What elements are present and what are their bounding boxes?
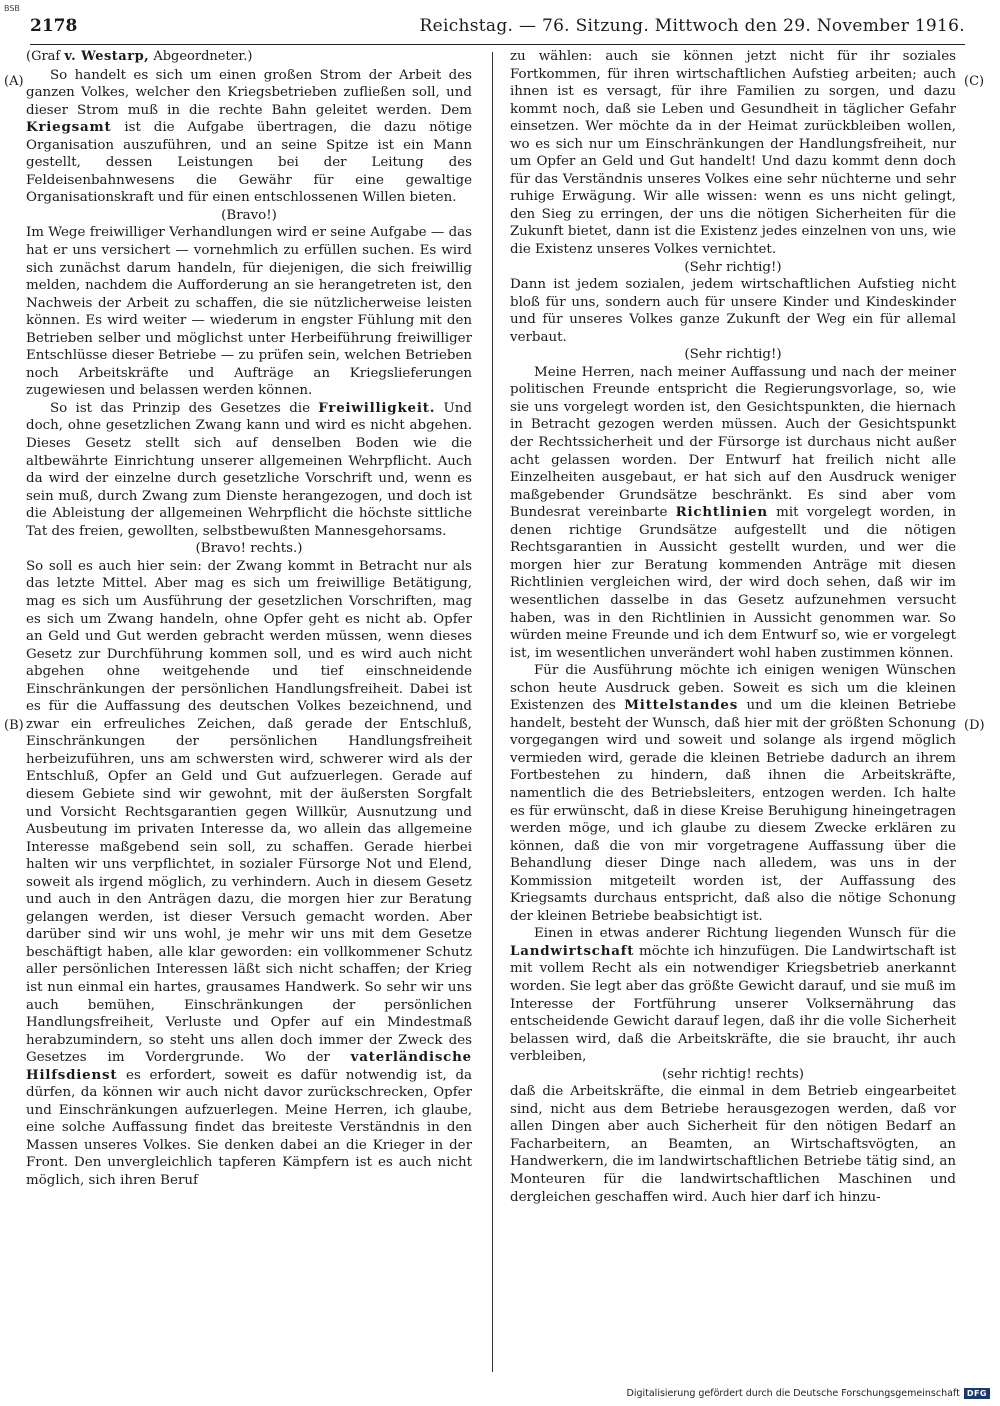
paragraph-text: Einen in etwas anderer Richtung liegenden Wunsch für die [534,926,956,942]
paragraph: daß die Arbeitskräfte, die einmal in dem Betrieb eingearbeitet sind, nicht aus dem Betriebe herausgezogen werden, daß vor allen Dingen aber auch Sicherheit für den nötigen Bedarf an Facharbeitern, an Beamten, an Wirtschaftsvögten, an Handwerkern, die im landwirtschaftlichen Betriebe tätig sind, an Monteuren für die landwirtschaftlichen Maschinen und dergleichen geschaffen wird. Auch hier darf ich hinzu- [510,1084,956,1205]
keyword: vaterländische Hilfsdienst [26,1049,472,1083]
paragraph-text: Meine Herren, nach meiner Auffassung und nach der meiner politischen Freunde entspricht die Regierungsvorlage, so, wie sie uns vorgelegt worden ist, den Gesichtspunkten, die hiernach in Betracht gezogen werden müssen. Auch der Gesichtspunkt der Rechtssicherheit und der Fürsorge ist durchaus nicht außer acht gelassen worden. Der Entwurf hat freilich nicht alle Einzelheiten ausgebaut, er hat sich auf den Ausdruck weniger maßgebender Grundsätze beschränkt. Es sind aber vom Bundesrat vereinbarte [510,364,956,521]
paragraph [26,67,472,207]
paragraph-text: So handelt es sich um einen großen Strom der Arbeit des ganzen Volkes, welcher den Kriegsbetrieben zufließen soll, und dieser Strom muß in die rechte Bahn geleitet werden. Dem [26,67,472,118]
paragraph: zu wählen: auch sie können jetzt nicht für ihr soziales Fortkommen, für ihren wirtschaftlichen Aufstieg arbeiten; auch ihnen ist es versagt, für ihre Familien zu sorgen, und dazu kommt noch, daß sie Leben und Gesundheit in täglicher Gefahr einsetzen. Wer möchte da in der Heimat zurückbleiben wollen, wo es sich nur um Einschränkungen der Handlungsfreiheit, nur um Opfer an Geld und Gut handelt! Und dazu kommt denn doch für das Verständnis unseres Volkes eine sehr nüchterne und sehr ruhige Erwägung. Wir alle wissen: wenn es uns nicht gelingt, den Sieg zu erringen, der uns die nötigen Sicherheiten für die Zukunft bietet, dann ist die Existenz jedes einzelnen von uns, wie die Existenz unseres Volkes vernichtet. [510,49,956,258]
paragraph-text: Für die Ausführung möchte ich einigen wenigen Wünschen schon heute Ausdruck geben. Soweit es sich um die kleinen Existenzen des [510,663,956,714]
keyword: Kriegsamt [26,119,112,136]
column-divider [492,52,493,1372]
dfg-logo: DFG [964,1388,990,1399]
paragraph-text: möchte ich hinzufügen. Die Landwirtschaft ist mit vollem Recht als ein notwendiger Kriegsbetrieb anerkannt worden. Sie legt aber das größte Gewicht darauf, und sie muß im Interesse der Fortführung unserer Volksernährung das entscheidende Gewicht darauf legen, daß ihr die volle Sicherheit belassen wird, daß die Arbeitskräfte, die sie braucht, ihr auch verbleiben, [510,943,956,1065]
paragraph: Dann ist jedem sozialen, jedem wirtschaftlichen Aufstieg nicht bloß für uns, sondern auch für unsere Kinder und Kindeskinder und für unseres Volkes ganze Zukunft der Weg ein für allemal verbaut. [510,277,956,345]
paragraph [26,400,472,540]
library-corner-label: BSB [4,4,20,13]
paragraph [510,364,956,662]
keyword: Mittelstandes [624,697,739,714]
left-column [26,48,472,1378]
paragraph-text: und um die kleinen Betriebe handelt, besteht der Wunsch, daß hier mit der größten Schonung vorgegangen wird und soweit und solange als irgend möglich vermieden wird, gerade die kleinen Betriebe dadurch an ihrem Fortbestehen zu hindern, daß ihnen die Arbeitskräfte, namentlich die des Betriebsleiters, entzogen werden. Ich halte es für erwünscht, daß in diese Kreise Beruhigung hineingetragen werden möge, und ich glaube zu diesem Zwecke erklären zu können, daß die von mir vorgetragene Auffassung über die Behandlung dieser Dinge nach alledem, was uns in der Kommission mitgeteilt worden ist, der Auffassung des Kriegsamts durchaus entspricht, daß also die nötige Schonung der kleinen Betriebe beabsichtigt ist. [510,698,956,924]
paragraph-text: So soll es auch hier sein: der Zwang kommt in Betracht nur als das letzte Mittel. Aber mag es sich um freiwillige Betätigung, mag es sich um Ausführung der gesetzlichen Vorschriften, mag es sich um Zwang handeln, ohne Opfer geht es nicht ab. Opfer an Geld und Gut werden gebracht werden müssen, wenn dieses Gesetz zur Durchführung kommen soll, und es wird auch nicht abgehen ohne weitgehende und tief einschneidende Einschränkungen der persönlichen Handlungsfreiheit. Dabei ist es für die Auffassung des deutschen Volkes bezeichnend, und zwar ein erfreuliches Zeichen, daß gerade der Entschluß, Einschränkungen der persönlichen Handlungsfreiheit herbeizuführen, uns am schwersten wird, schwerer wird als der Entschluß, Opfer an Geld und Gut aufzuerlegen. Gerade auf diesem Gebiete sind wir gewohnt, mit der äußersten Sorgfalt und Vorsicht Rechtsgarantien gegen Willkür, Ausnutzung und Ausbeutung im privaten Interesse da, wo allein das allgemeine Interesse maßgebend sein soll, zu schaffen. Gerade hierbei halten wir uns verpflichtet, in sozialer Fürsorge Not und Elend, soweit als irgend möglich, zu verhindern. Auch in diesem Gesetz und auch in den Anträgen dazu, die morgen hier zur Beratung gelangen werden, ist dieser Versuch gemacht worden. Aber darüber sind wir uns wohl, je mehr wir uns mit dem Gesetze beschäftigt haben, alle klar geworden: ein vollkommener Schutz aller persönlichen Interessen läßt sich nicht schaffen; der Krieg ist nun einmal ein hartes, grausames Handwerk. So sehr wir uns auch bemühen, Einschränkungen der persönlichen Handlungsfreiheit, Verluste und Opfer auf ein Mindestmaß herabzumindern, so steht uns allen doch immer der Zweck des Gesetzes im Vordergrunde. Wo der [26,558,472,1066]
paragraph-text: ist die Aufgabe übertragen, die dazu nötige Organisation auszuführen, und an seine Spitze ist ein Mann gestellt, dessen Leistungen bei der Leitung des Feldeisenbahnwesens die Gewähr für eine gewaltige Organisationskraft und für einen entschlossenen Willen bieten. [26,120,472,206]
interjection: (Sehr richtig!) [684,347,782,363]
speaker-prefix: (Graf [26,49,65,64]
paragraph-text: So ist das Prinzip des Gesetzes die [50,400,319,416]
paragraph [510,925,956,1065]
running-header [30,16,965,45]
page-number: 2178 [30,16,78,36]
keyword: Freiwilligkeit. [318,399,436,416]
funding-note: Digitalisierung gefördert durch die Deutsche Forschungsgemeinschaft [626,1388,960,1399]
margin-marker-c: (C) [964,74,985,89]
margin-marker-b: (B) [4,718,24,733]
footer-credit [627,1388,990,1399]
paragraph-text: es erfordert, soweit es dafür notwendig ist, da dürfen, da können wir auch nicht davor zurückschrecken, Opfer und Einschränkungen aufzuerlegen. Meine Herren, ich glaube, eine solche Auffassung findet das breiteste Verständnis in den Massen unseres Volkes. Sie denken dabei an die Krieger in der Front. Den unvergleichlich tapferen Kämpfern ist es auch nicht möglich, sich ihren Beruf [26,1067,472,1188]
interjection: (Sehr richtig!) [684,259,782,275]
keyword: Landwirtschaft [510,942,635,959]
interjection: (Bravo!) [221,207,277,223]
margin-marker-d: (D) [964,718,985,733]
interjection: (sehr richtig! rechts) [662,1066,804,1082]
paragraph-text: mit vorgelegt worden, in denen richtige Grundsätze aufgestellt und die nötigen Rechtsgarantien in Aussicht gestellt wurden, und wer die morgen hier zur Beratung kommenden Anträge mit diesen Richtlinien vergleichen wird, der wird doch sehen, daß wir im wesentlichen dasselbe in das Gesetz aufzunehmen versucht haben, was in den Richtlinien in Aussicht genommen war. So würden meine Freunde und ich dem Entwurf so, wie er vorgelegt ist, im wesentlichen unverändert wohl haben zustimmen können. [510,505,956,661]
paragraph [510,662,956,925]
text-columns [26,48,971,1378]
speaker-line [26,48,472,66]
paragraph: Im Wege freiwilliger Verhandlungen wird er seine Aufgabe — das hat er uns versichert — vornehmlich zu erfüllen suchen. Es wird sich zunächst darum handeln, für diejenigen, die sich freiwillig melden, nachdem die Aufforderung an sie herangetreten ist, den Nachweis der Arbeit zu schaffen, die sie nützlicherweise leisten können. Es wird weiter — wiederum in engster Fühlung mit den Betrieben selber und möglichst unter Herbeiführung freiwilliger Entschlüsse dieser Betriebe — zu prüfen sein, welchen Betrieben noch Arbeitskräfte und Aufträge an Kriegslieferungen zugewiesen und belassen werden können. [26,225,472,399]
paragraph-text: Und doch, ohne gesetzlichen Zwang kann und wird es nicht abgehen. Dieses Gesetz stellt sich auf denselben Boden wie die altbewährte Einrichtung unserer allgemeinen Wehrpflicht. Auch da wird der einzelne durch gesetzliche Vorschrift und, wenn es sein muß, durch Zwang zum Dienste herangezogen, und doch ist die Ableistung der allgemeinen Wehrpflicht die höchste sittliche Tat des freien, gewollten, selbstbewußten Mannesgehorsams. [26,400,472,539]
keyword: Richtlinien [675,504,768,521]
session-title: Reichstag. — 76. Sitzung. Mittwoch den 29. November 1916. [419,16,965,36]
paragraph [26,558,472,1190]
speaker-name: v. Westarp, [64,49,150,64]
speaker-role: Abgeordneter.) [149,49,253,64]
interjection: (Bravo! rechts.) [195,541,303,557]
margin-marker-a: (A) [4,74,24,89]
right-column [510,48,956,1378]
